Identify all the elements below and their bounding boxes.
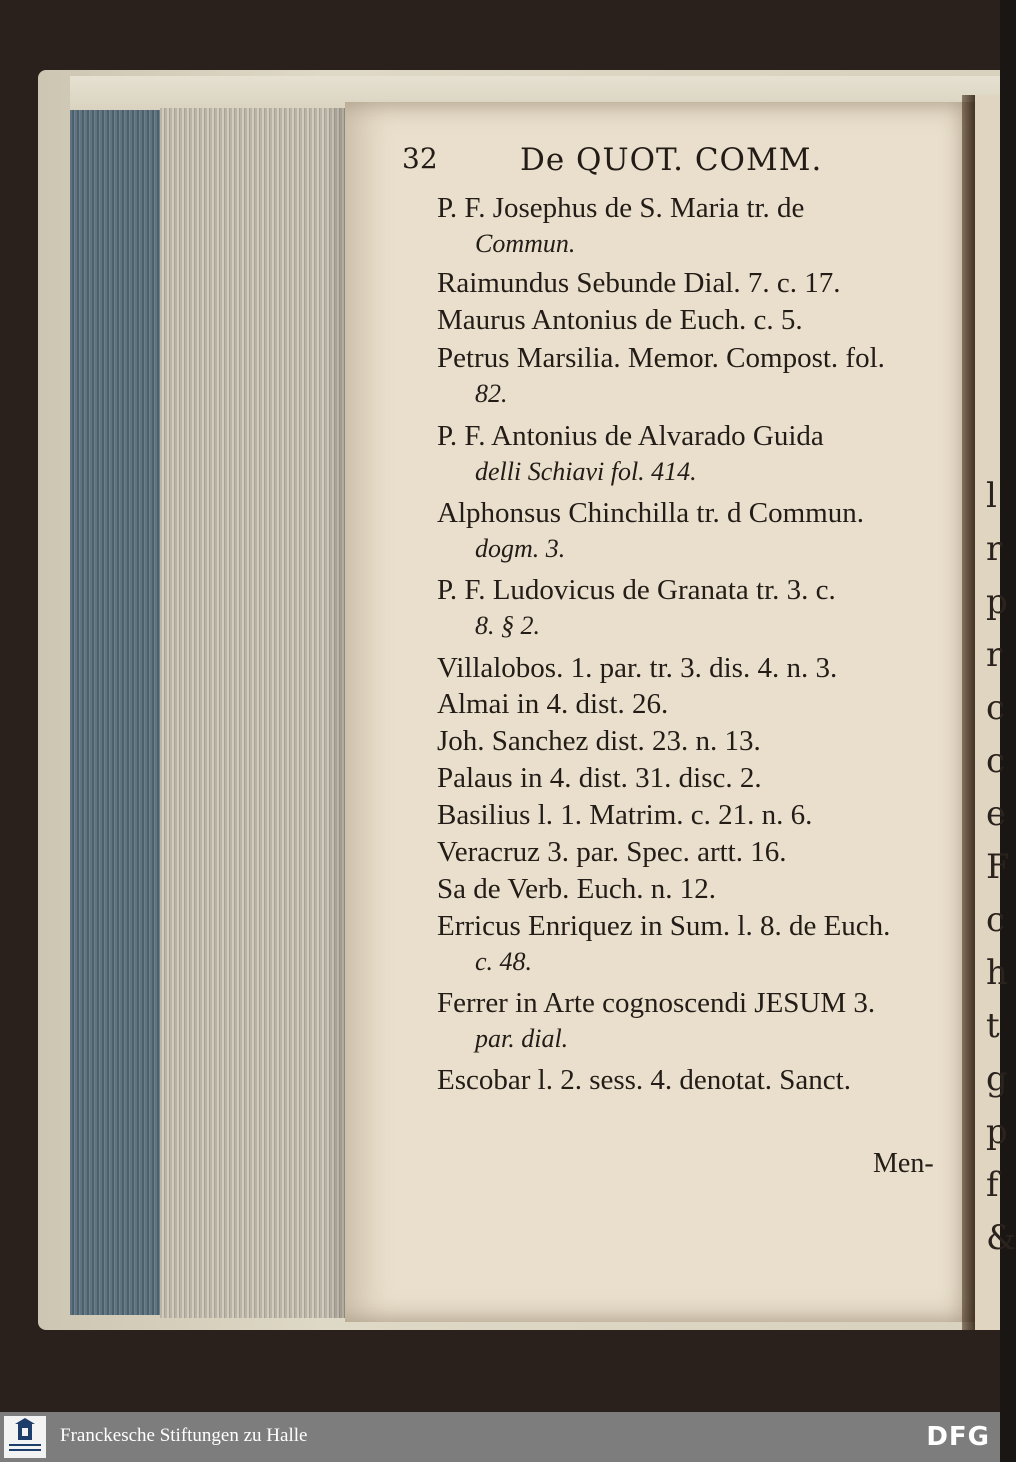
citation-continuation: Commun. [475,229,576,258]
citation-line: Escobar l. 2. sess. 4. denotat. Sanct. [437,1064,851,1096]
citation-entry [437,265,957,301]
citation-line: Palaus in 4. dist. 31. disc. 2. [437,762,762,794]
citation-continuation: c. 48. [475,947,533,976]
citation-entry [437,340,957,412]
citation-continuation: dogm. 3. [475,534,566,563]
citation-line: Erricus Enriquez in Sum. l. 8. de Euch. [437,910,891,942]
citation-line: Petrus Marsilia. Memor. Compost. fol. [437,342,885,374]
institution-name: Franckesche Stiftungen zu Halle [60,1425,308,1446]
citation-line: Basilius l. 1. Matrim. c. 21. n. 6. [437,799,813,831]
citation-line: Raimundus Sebunde Dial. 7. c. 17. [437,267,841,299]
institution-logo [4,1416,46,1458]
citation-entry [437,650,957,686]
citation-entry [437,834,957,870]
citation-entry [437,572,957,644]
blue-page-edges [70,110,165,1315]
citation-continuation: delli Schiavi fol. 414. [475,457,697,486]
citation-entry [437,723,957,759]
catchword: Men- [873,1148,934,1179]
citation-line: Veracruz 3. par. Spec. artt. 16. [437,836,787,868]
dfg-logo: DFG [926,1422,990,1452]
citation-entry [437,1062,957,1098]
citation-line: Maurus Antonius de Euch. c. 5. [437,304,803,336]
citation-entry [437,686,957,722]
citation-entry [437,190,957,262]
citation-entry [437,418,957,490]
citation-continuation: 82. [475,379,508,408]
citation-continuation: 8. § 2. [475,611,540,640]
citation-line: Alphonsus Chinchilla tr. d Commun. [437,497,864,529]
citation-entry [437,871,957,907]
citation-line: P. F. Antonius de Alvarado Guida [437,420,824,452]
citation-line: Almai in 4. dist. 26. [437,688,669,720]
running-head: De QUOT. COMM. [520,142,823,178]
facing-page-letters: l r p r c c e F c h t g p f & [986,476,1016,1258]
page-block [160,108,350,1318]
citation-entry [437,760,957,796]
citation-entry [437,797,957,833]
citation-line: P. F. Ludovicus de Granata tr. 3. c. [437,574,836,606]
citation-entry [437,302,957,338]
citation-entry [437,985,957,1057]
citation-continuation: par. dial. [475,1024,569,1053]
citation-line: Joh. Sanchez dist. 23. n. 13. [437,725,761,757]
gutter [962,95,976,1330]
citation-line: P. F. Josephus de S. Maria tr. de [437,192,805,224]
citation-line: Sa de Verb. Euch. n. 12. [437,873,716,905]
citation-line: Ferrer in Arte cognoscendi JESUM 3. [437,987,876,1019]
citation-entry [437,495,957,567]
page-number: 32 [402,142,438,175]
citation-entry [437,908,957,980]
citation-line: Villalobos. 1. par. tr. 3. dis. 4. n. 3. [437,652,838,684]
